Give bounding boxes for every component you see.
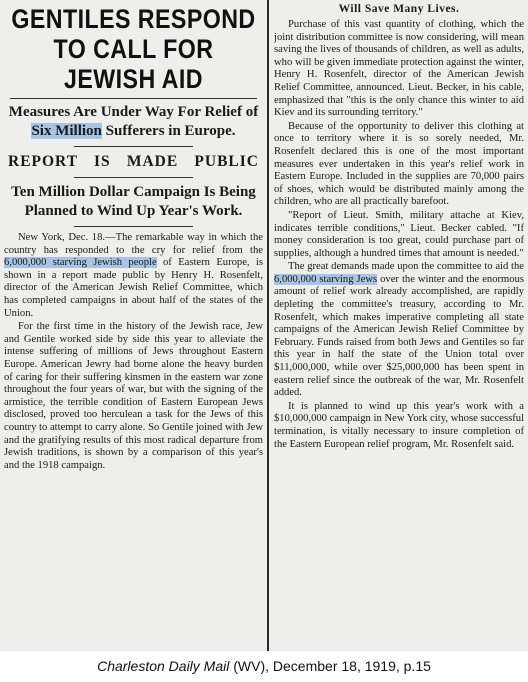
paragraph: Because of the opportunity to deliver this clothing at once to territory where it is so sorely needed, Mr. Rosenfelt declared this is one of the most important measures ever undertaken in this year's relief work in Eastern Europe. Included in the supplies are 70,000 pairs of shoes, which would be distributed mainly among the children, who are all practically barefoot.: [274, 120, 524, 208]
paragraph-text: The great demands made upon the committee to aid the: [288, 261, 524, 273]
left-column: [4, 0, 263, 472]
paragraph: [4, 232, 263, 320]
paragraph: "Report of Lieut. Smith, military attache at Kiev, indicates terrible conditions," Lieut. Becker cabled. "If money consideration is too great, could purchase part of supplies, although a hundred times that amount is needed.": [274, 209, 524, 259]
paragraph-text: over the winter and the enormous amount of relief work already accomplished, are rapidly depleting the committee's treasury, according to Mr. Rosenfelt, which makes imperative completing all state campaigns of the American Jewish Relief Committee by February. Funds raised from both Jews and Gentiles so far this year in half the state of the Union total over $11,000,000, while over $25,000,000 has been spent in eastern relief since the outbreak of the war, Mr. Rosenfelt added.: [274, 273, 524, 399]
paragraph: Purchase of this vast quantity of clothing, which the joint distribution committee is now considering, will mean saving the lives of thousands of children, as well as adults, who will be given immediate protection against the winter, Henry H. Rosenfelt, director of the American Jewish Relief Committee, announced. Lieut. Becker, in his cable, emphasized that "this is the only chance this winter to aid Kiev and its surrounding territory.": [274, 19, 524, 119]
column-rule: [267, 0, 269, 651]
publication-name: Charleston Daily Mail: [97, 658, 230, 674]
highlight-starving-jews: 6,000,000 starving Jews: [274, 273, 378, 285]
deck-text: Sufferers in Europe.: [101, 123, 236, 139]
divider: [10, 98, 257, 99]
deck-report: REPORT IS MADE PUBLIC: [8, 153, 259, 170]
paragraph: [274, 261, 524, 400]
highlight-starving-jewish-people: 6,000,000 starving Jewish people: [4, 257, 157, 269]
publication-details: (WV), December 18, 1919, p.15: [229, 658, 431, 674]
deck-campaign: Ten Million Dollar Campaign Is Being Planned to Wind Up Year's Work.: [11, 184, 256, 219]
paragraph: It is planned to wind up this year's work with a $10,000,000 campaign in New York city, whose successful termination, is vitally necessary to insure completion of the Eastern European relief program, Mr. Rosenfelt said.: [274, 400, 524, 450]
divider: [74, 226, 193, 227]
divider: [74, 177, 193, 178]
subhead: Will Save Many Lives.: [338, 3, 460, 15]
deck-measures: [6, 103, 261, 141]
deck-text: Measures Are Under Way For Relief of: [8, 104, 259, 120]
paragraph-text: New York, Dec. 18.—The remarkable way in which the country has responded to the cry for relief from the: [4, 232, 263, 256]
headline: GENTILES RESPOND TO CALL FOR JEWISH AID: [11, 4, 256, 94]
source-caption: [0, 651, 528, 682]
right-column: [274, 0, 524, 451]
paragraph: For the first time in the history of the Jewish race, Jew and Gentile worked side by side this year to alleviate the intense suffering of millions of Jews throughout Eastern Europe. American Jewry had borne alone the heavy burden of caring for their suffering kinsmen in the eastern war zone throughout the four years of war, but with the signing of the armistice, the terrible condition of Eastern European Jews disclosed, proved too herculean a task for the Jews of this country to attempt to carry alone. So Gentile joined with Jew and the gratifying results of this most radical departure from Jewish traditions, is shown by a comparison of this year's and the 1918 campaign.: [4, 321, 263, 471]
paragraph-text: of Eastern Europe, is shown in a report made public by Henry H. Rosenfelt, director of the American Jewish Relief Committee, which has completed campaigns in about half of the states of the Union.: [4, 257, 263, 319]
highlight-six-million: Six Million: [31, 123, 102, 139]
divider: [74, 146, 193, 147]
